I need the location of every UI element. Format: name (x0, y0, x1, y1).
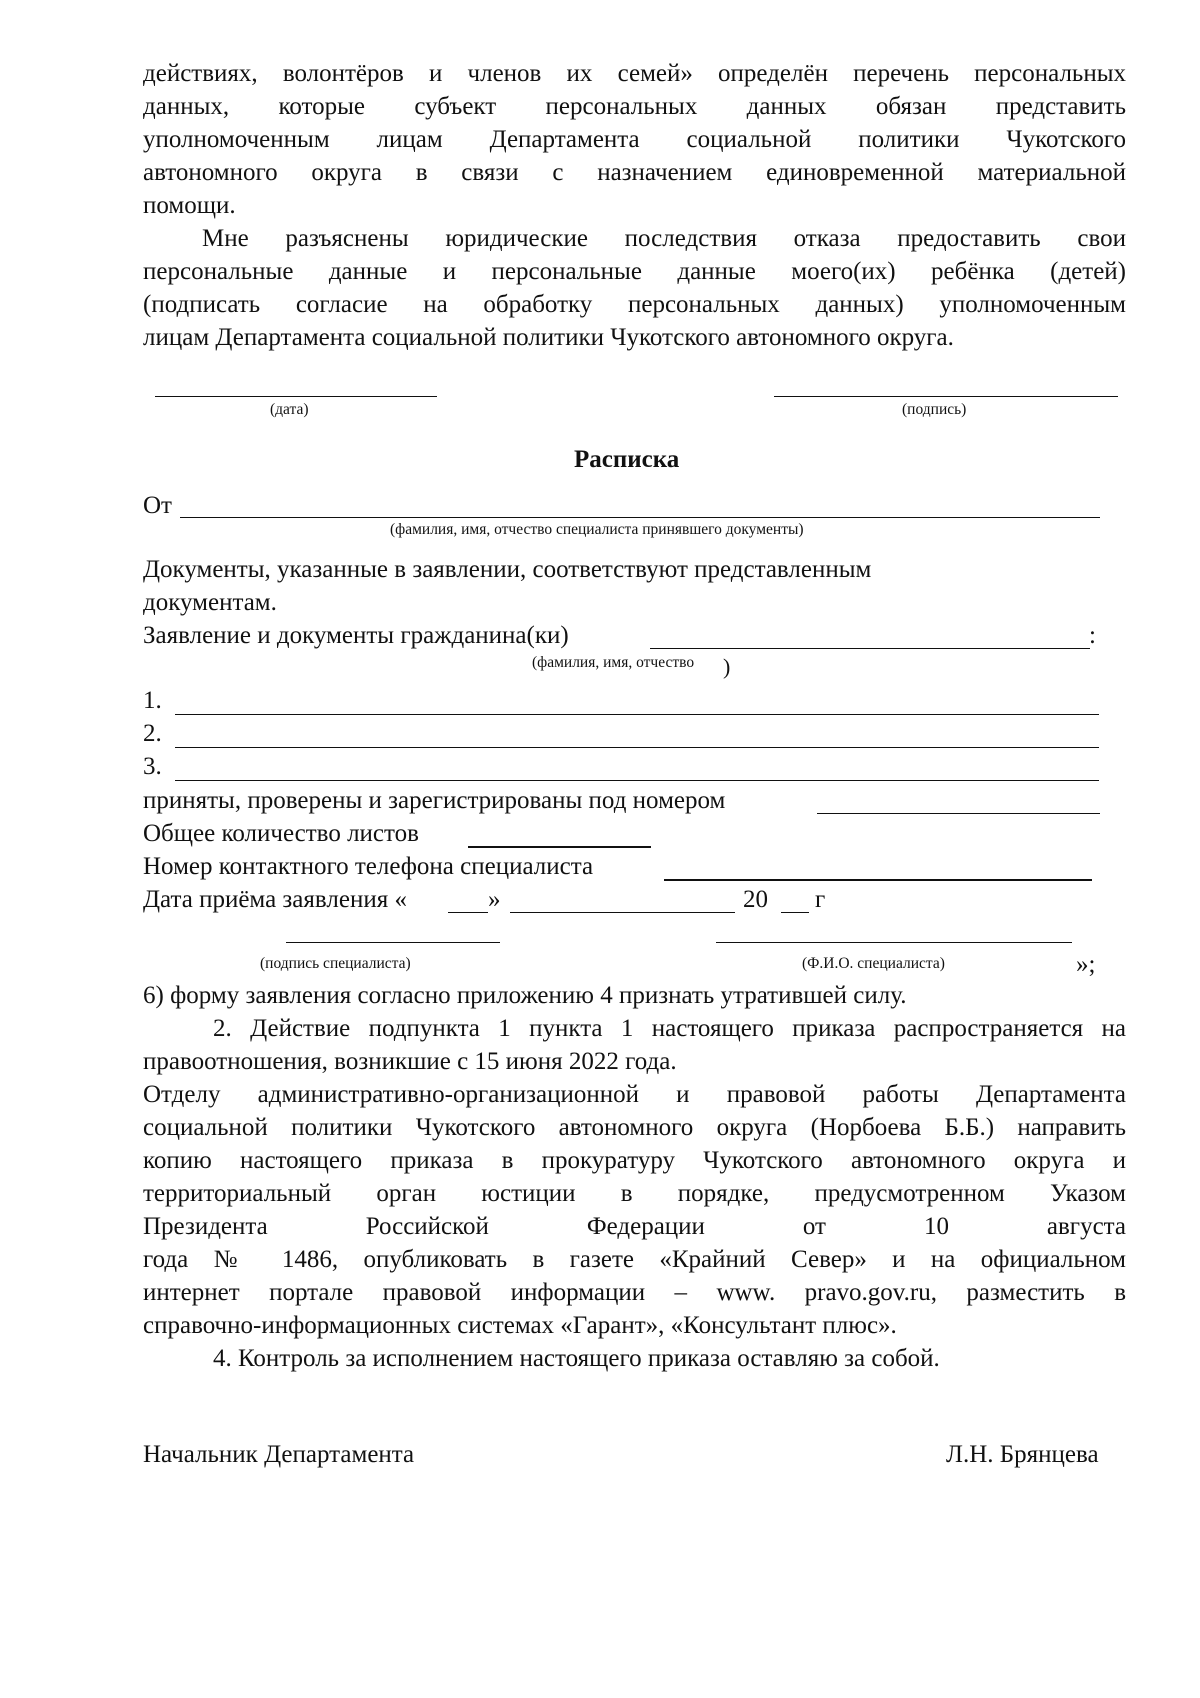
from-caption: (фамилия, имя, отчество специалиста принявшего документы) (390, 521, 804, 538)
signature-caption: (подпись) (902, 401, 967, 418)
signature-line (774, 396, 1118, 397)
signatory-position: Начальник Департамента (143, 1441, 415, 1468)
dept-paragraph-line-6: года № 1486, опубликовать в газете «Крайний Север» и на официальном (143, 1246, 1126, 1273)
dept-paragraph-line-8: справочно-информационных системах «Гарант», «Консультант плюс». (143, 1312, 897, 1339)
from-line (180, 517, 1100, 518)
specialist-signature-line (286, 942, 500, 943)
docs-match-line-2: документам. (143, 589, 277, 616)
paragraph-2-line-2: персональные данные и персональные данные моего(их) ребёнка (детей) (143, 258, 1126, 285)
item-2-paragraph-line-1: 2. Действие подпункта 1 пункта 1 настоящего приказа распространяется на (213, 1015, 1126, 1042)
paragraph-1-line-1: действиях, волонтёров и членов их семей» определён перечень персональных (143, 60, 1126, 87)
dept-paragraph-line-5: Президента Российской Федерации от 10 августа (143, 1213, 1126, 1240)
item-2-paragraph-line-2: правоотношения, возникшие с 15 июня 2022 года. (143, 1048, 677, 1075)
date-year-line (781, 912, 809, 913)
signatory-name: Л.Н. Брянцева (946, 1441, 1099, 1468)
dept-paragraph-line-2: социальной политики Чукотского автономного округа (Норбоева Б.Б.) направить (143, 1114, 1126, 1141)
item-4-text: 4. Контроль за исполнением настоящего приказа оставляю за собой. (213, 1345, 940, 1372)
paragraph-2-line-4: лицам Департамента социальной политики Чукотского автономного округа. (143, 324, 954, 351)
citizen-line (650, 648, 1090, 649)
dept-paragraph-line-4: территориальный орган юстиции в порядке, предусмотренном Указом (143, 1180, 1126, 1207)
date-year-suffix: г (815, 886, 826, 913)
registered-number-line (817, 813, 1100, 814)
specialist-name-caption: (Ф.И.О. специалиста) (802, 955, 945, 972)
phone-label: Номер контактного телефона специалиста (143, 853, 594, 880)
date-of-receipt-label: Дата приёма заявления « (143, 886, 407, 913)
date-year-prefix: 20 (743, 886, 768, 913)
receipt-title: Расписка (574, 446, 680, 473)
dept-paragraph-line-1: Отделу административно-организационной и правовой работы Департамента (143, 1081, 1126, 1108)
paragraph-2-line-3: (подписать согласие на обработку персональных данных) уполномоченным (143, 291, 1126, 318)
date-quote-close: » (488, 886, 501, 913)
item-3-number: 3. (143, 753, 162, 780)
from-label: От (143, 492, 172, 519)
paragraph-1-line-4: автономного округа в связи с назначением единовременной материальной (143, 159, 1126, 186)
item-1-line (175, 714, 1099, 715)
phone-line (664, 879, 1092, 881)
item-1-number: 1. (143, 687, 162, 714)
item-6-text: 6) форму заявления согласно приложению 4 признать утратившей силу. (143, 982, 907, 1009)
date-day-line (448, 912, 488, 913)
item-2-line (175, 747, 1099, 748)
paragraph-1-line-3: уполномоченным лицам Департамента социальной политики Чукотского (143, 126, 1126, 153)
citizen-caption-paren: ) (723, 654, 731, 679)
paragraph-2-line-1: Мне разъяснены юридические последствия отказа предоставить свои (202, 225, 1126, 252)
specialist-name-line (716, 942, 1072, 943)
item-2-number: 2. (143, 720, 162, 747)
paragraph-1-line-2: данных, которые субъект персональных данных обязан представить (143, 93, 1126, 120)
paragraph-1-line-5: помощи. (143, 192, 236, 219)
sheets-label: Общее количество листов (143, 820, 419, 847)
specialist-signature-caption: (подпись специалиста) (260, 955, 411, 972)
closing-quote-mark: »; (1076, 951, 1096, 978)
date-month-line (510, 912, 735, 913)
dept-paragraph-line-7: интернет портале правовой информации – www. pravo.gov.ru, разместить в (143, 1279, 1126, 1306)
registered-label: приняты, проверены и зарегистрированы под номером (143, 787, 726, 814)
dept-paragraph-line-3: копию настоящего приказа в прокуратуру Чукотского автономного округа и (143, 1147, 1126, 1174)
citizen-caption: (фамилия, имя, отчество (532, 654, 695, 671)
sheets-line (468, 846, 651, 848)
item-3-line (175, 780, 1099, 781)
citizen-label: Заявление и документы гражданина(ки) (143, 622, 569, 649)
date-line (155, 396, 437, 397)
docs-match-line-1: Документы, указанные в заявлении, соответствуют представленным (143, 556, 872, 583)
citizen-colon: : (1089, 622, 1096, 649)
date-caption: (дата) (270, 401, 309, 418)
